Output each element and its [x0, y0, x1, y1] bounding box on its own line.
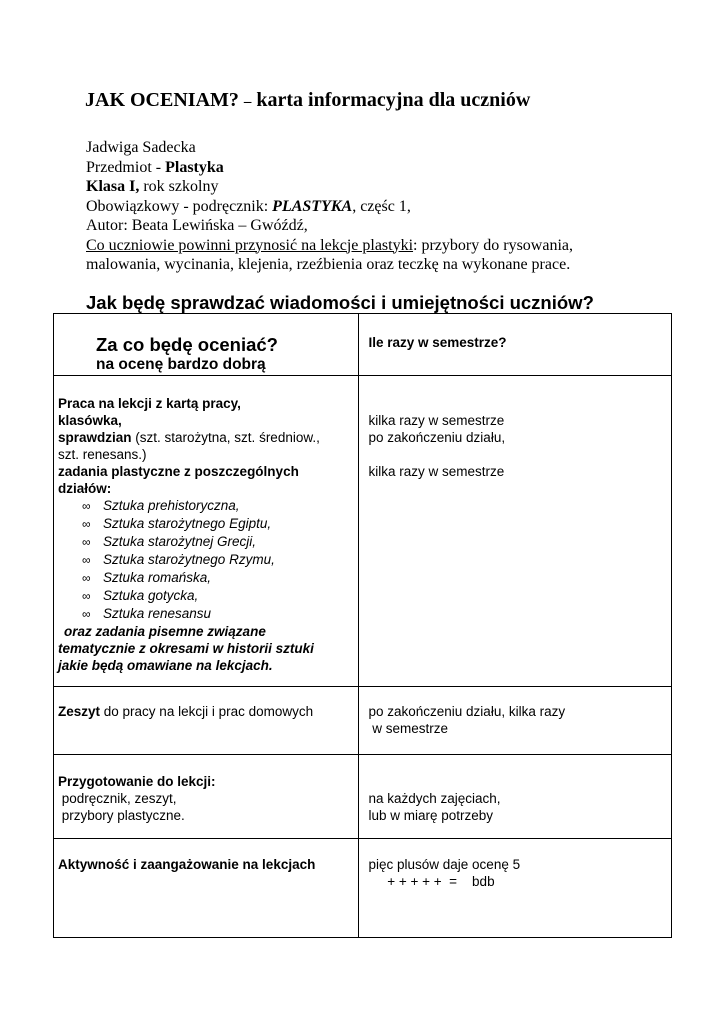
header-left-cell — [54, 314, 359, 376]
table-header-row — [54, 314, 672, 376]
row2-left-rest: do pracy na lekcji i prac domowych — [100, 704, 314, 719]
class-line — [86, 177, 646, 197]
list-item — [82, 497, 354, 515]
bring-underlined: Co uczniowie powinni przynosić na lekcje plastyki — [86, 236, 414, 254]
row3-left-cell — [54, 755, 359, 839]
row3-left1: Przygotowanie do lekcji: — [58, 774, 216, 789]
row4-right2: + + + + + = bdb — [368, 874, 495, 889]
row2-left-cell — [54, 687, 359, 755]
bring-line-1 — [86, 236, 646, 256]
row3-right2: lub w miarę potrzeby — [368, 808, 494, 823]
row1-left-content — [54, 376, 358, 686]
list-item — [82, 587, 354, 605]
table-row — [54, 755, 672, 839]
section-title: Jak będę sprawdzać wiadomości i umiejętności uczniów? — [86, 292, 594, 313]
title-dash: – — [243, 94, 252, 110]
row4-right1: pięc plusów daje ocenę 5 — [368, 857, 521, 872]
bullet-icon: ∞ — [82, 535, 91, 549]
list-item — [82, 533, 354, 551]
title-main: JAK OCENIAM? — [85, 89, 239, 111]
row1-closing3: jakie będą omawiane na lekcjach. — [58, 658, 273, 673]
row1-line4: szt. renesans.) — [58, 447, 147, 462]
table-row — [54, 376, 672, 687]
row1-line1: Praca na lekcji z kartą pracy, — [58, 396, 241, 411]
list-item-text: Sztuka romańska, — [103, 570, 212, 585]
list-item — [82, 515, 354, 533]
row2-right1: po zakończeniu działu, kilka razy — [368, 704, 566, 719]
list-item-text: Sztuka gotycka, — [103, 588, 199, 603]
row2-left-bold: Zeszyt — [58, 704, 101, 719]
header-left-main: Za co będę oceniać? — [96, 334, 278, 355]
header-right-cell — [359, 314, 672, 376]
textbook-authors-line: Autor: Beata Lewińska – Gwóźdź, — [86, 217, 308, 234]
list-item-text: Sztuka starożytnego Egiptu, — [103, 516, 272, 531]
row2-left-content — [54, 687, 358, 732]
row3-left3: przybory plastyczne. — [58, 808, 185, 823]
list-item — [82, 569, 354, 587]
class-rest: rok szkolny — [139, 178, 219, 195]
bullet-icon: ∞ — [82, 589, 91, 603]
bullet-icon: ∞ — [82, 517, 91, 531]
row3-right-content — [359, 755, 671, 836]
row4-left: Aktywność i zaangażowanie na lekcjach — [58, 857, 316, 872]
table-row — [54, 839, 672, 938]
spacer — [368, 446, 667, 463]
list-item-text: Sztuka renesansu — [103, 606, 212, 621]
row1-right2: po zakończeniu działu, — [368, 430, 506, 445]
textbook-line — [86, 197, 646, 217]
row1-right1: kilka razy w semestrze — [368, 413, 505, 428]
textbook-name: PLASTYKA — [272, 197, 353, 215]
class-bold: Klasa I, — [86, 178, 140, 195]
row1-line6: działów: — [58, 481, 112, 496]
row2-right-content — [359, 687, 671, 749]
art-periods-list — [58, 497, 354, 623]
row1-closing2: tematycznie z okresami w historii sztuki — [58, 641, 314, 656]
bullet-icon: ∞ — [82, 607, 91, 621]
bullet-icon: ∞ — [82, 571, 91, 585]
title-rest: karta informacyjna dla uczniów — [256, 89, 531, 111]
row1-line3-bold: sprawdzian — [58, 430, 132, 445]
bullet-icon: ∞ — [82, 499, 91, 513]
row1-right-content — [359, 376, 671, 492]
bring-rest-1: : przybory do rysowania, — [413, 236, 573, 254]
textbook-rest: , częśc 1, — [352, 197, 411, 215]
row1-closing1: oraz zadania pisemne związane — [64, 624, 266, 639]
grading-table — [53, 313, 672, 938]
row1-line3 — [58, 429, 354, 446]
row4-left-cell — [54, 839, 359, 938]
subject-name: Plastyka — [165, 158, 224, 176]
row3-right1: na każdych zajęciach, — [368, 791, 501, 806]
table-row — [54, 687, 672, 755]
row1-right-cell — [359, 376, 672, 687]
row4-right-cell — [359, 839, 672, 938]
header-right: Ile razy w semestrze? — [368, 335, 507, 350]
row1-left-cell — [54, 376, 359, 687]
row1-line2: klasówka, — [58, 413, 122, 428]
subject-line — [86, 158, 646, 178]
list-item — [82, 551, 354, 569]
row2-right2: w semestrze — [368, 721, 449, 736]
textbook-prefix: Obowiązkowy - podręcznik: — [86, 197, 273, 215]
row3-right-cell — [359, 755, 672, 839]
row3-left-content — [54, 755, 358, 836]
subject-prefix: Przedmiot - — [86, 158, 166, 176]
row1-line5: zadania plastyczne z poszczególnych — [58, 464, 299, 479]
row2-right-cell — [359, 687, 672, 755]
bullet-icon: ∞ — [82, 553, 91, 567]
list-item — [82, 605, 354, 623]
list-item-text: Sztuka starożytnej Grecji, — [103, 534, 257, 549]
row1-line3-rest: (szt. starożytna, szt. średniow., — [131, 430, 320, 445]
document-title — [85, 89, 530, 112]
list-item-text: Sztuka prehistoryczna, — [103, 498, 240, 513]
list-item-text: Sztuka starożytnego Rzymu, — [103, 552, 275, 567]
row1-right3: kilka razy w semestrze — [368, 464, 505, 479]
row3-left2: podręcznik, zeszyt, — [58, 791, 177, 806]
document-info — [86, 138, 646, 275]
row4-right-content — [359, 839, 671, 902]
header-left-sub: na ocenę bardzo dobrą — [96, 356, 266, 373]
author-line: Jadwiga Sadecka — [86, 139, 196, 156]
bring-line-2: malowania, wycinania, klejenia, rzeźbienia oraz teczkę na wykonane prace. — [86, 256, 571, 273]
